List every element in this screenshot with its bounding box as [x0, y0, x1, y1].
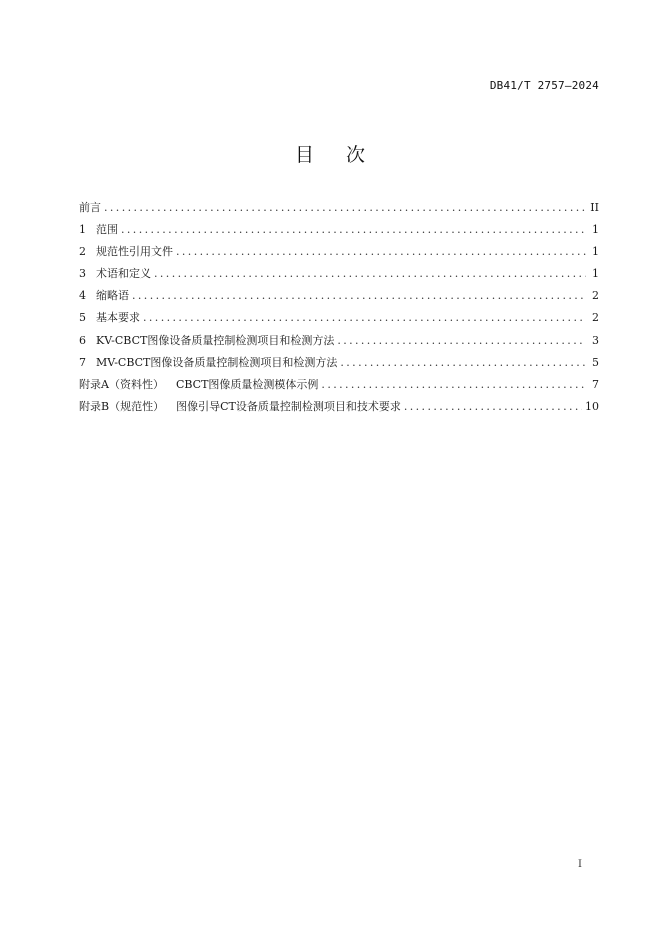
toc-entry-label: 范围: [96, 223, 118, 237]
toc-entry-appendix-b[interactable]: [79, 399, 599, 421]
toc-entry-mv-cbct[interactable]: [79, 355, 599, 377]
appendix-title: 图像引导CT设备质量控制检测项目和技术要求: [176, 399, 401, 413]
toc-entry-page: 3: [592, 333, 599, 347]
dot-leader: [132, 288, 586, 304]
page-title: [0, 140, 662, 167]
toc-entry-number: 1: [79, 223, 86, 237]
toc-entry-label: 缩略语: [96, 289, 129, 303]
toc-entry-appendix-a[interactable]: [79, 377, 599, 399]
toc-entry-label: KV-CBCT图像设备质量控制检测项目和检测方法: [96, 333, 335, 347]
toc-entry-abbreviations[interactable]: [79, 288, 599, 310]
toc-entry-number: 3: [79, 267, 86, 281]
toc-entry-terms[interactable]: [79, 266, 599, 288]
dot-leader: [176, 244, 586, 260]
appendix-title: CBCT图像质量检测模体示例: [175, 377, 319, 391]
toc-entry-page: 10: [585, 399, 599, 413]
toc-entry-page: 7: [592, 377, 599, 391]
toc-entry-scope[interactable]: [79, 222, 599, 244]
toc-entry-page: 2: [592, 289, 599, 303]
toc-entry-number: 7: [79, 355, 86, 369]
appendix-prefix: 附录B（规范性）: [79, 399, 165, 413]
toc-entry-label: 术语和定义: [96, 267, 151, 281]
title-char-2: 次: [346, 144, 368, 166]
page-number: I: [578, 859, 582, 870]
dot-leader: [143, 310, 586, 326]
toc-entry-normative-references[interactable]: [79, 244, 599, 266]
toc-entry-basic-requirements[interactable]: [79, 310, 599, 332]
toc-entry-label: 基本要求: [96, 311, 140, 325]
toc-entry-page: 5: [592, 355, 599, 369]
toc-entry-label: MV-CBCT图像设备质量控制检测项目和检测方法: [96, 355, 338, 369]
toc-entry-label: [79, 399, 401, 415]
table-of-contents: [79, 200, 599, 421]
dot-leader: [121, 222, 586, 238]
toc-entry-number: 2: [79, 245, 86, 259]
toc-entry-number: 4: [79, 289, 86, 303]
toc-entry-page: II: [590, 201, 599, 214]
dot-leader: [337, 333, 586, 349]
toc-entry-label: 前言: [79, 201, 101, 214]
toc-entry-label: [79, 377, 318, 393]
dot-leader: [104, 200, 586, 216]
toc-entry-label: 规范性引用文件: [96, 245, 173, 259]
toc-entry-foreword[interactable]: [79, 200, 599, 222]
toc-entry-number: 6: [79, 333, 86, 347]
dot-leader: [404, 399, 582, 415]
toc-entry-page: 2: [592, 311, 599, 325]
title-char-1: 目: [294, 144, 316, 166]
appendix-prefix: 附录A（资料性）: [79, 377, 164, 391]
dot-leader: [321, 377, 586, 393]
toc-entry-number: 5: [79, 311, 86, 325]
dot-leader: [154, 266, 586, 282]
dot-leader: [340, 355, 586, 371]
toc-entry-page: 1: [592, 223, 599, 237]
toc-entry-page: 1: [592, 245, 599, 259]
document-code: DB41/T 2757—2024: [489, 79, 599, 92]
toc-entry-page: 1: [592, 267, 599, 281]
toc-entry-kv-cbct[interactable]: [79, 333, 599, 355]
